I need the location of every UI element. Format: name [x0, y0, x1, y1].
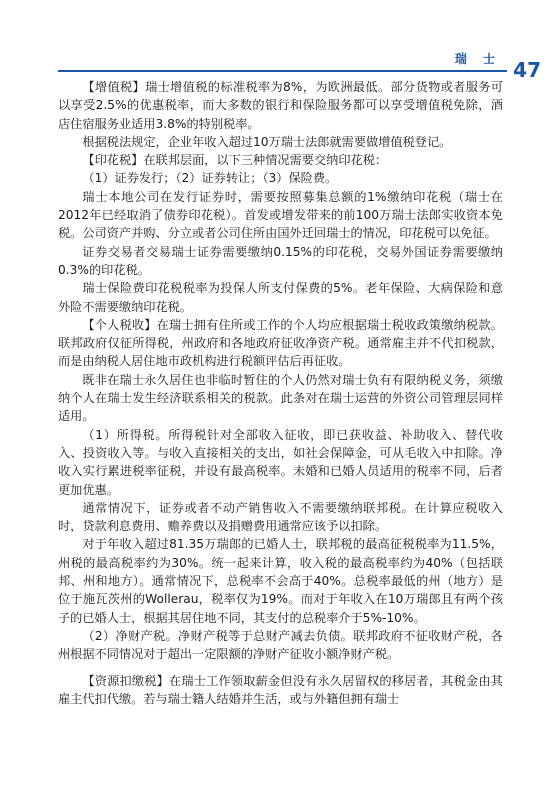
paragraph-withholding-tax: 【资源扣缴税】在瑞士工作领取薪金但没有永久居留权的移居者，其税金由其雇主代扣代缴。若与瑞士籍人结婚并生活，或与外籍但拥有瑞士: [58, 673, 503, 706]
running-header-title: 瑞 士: [454, 52, 501, 66]
paragraph-limited-liability: 既非在瑞士永久居住也非临时暂住的个人仍然对瑞士负有有限纳税义务，须缴纳个人在瑞士发生经济联系相关的税款。此条对在瑞士运营的外资公司管理层同样适用。: [58, 372, 503, 424]
paragraph-vat-registration: 根据税法规定，企业年收入超过10万瑞士法郎就需要做增值税登记。: [82, 134, 452, 149]
paragraph-income-tax: （1）所得税。所得税针对全部收入征收，即已获收益、补助收入、替代收入、投资收入等。与收入直接相关的支出，如社会保障金，可从毛收入中扣除。净收入实行累进税率征税，并设有最高税率。未婚和已婚人员适用的税率不同，后者更加优惠。: [58, 427, 503, 497]
paragraph-tax-rates: 对于年收入超过81.35万瑞郎的已婚人士，联邦税的最高征税税率为11.5%，州税的最高税率约为30%。统一起来计算，收入税的最高税率约为40%（包括联邦、州和地方）。通常情况下，总税率不会高于40%。总税率最低的州（地方）是位于施瓦茨州的Wollerau，税率仅为19%。而对于年收入在10万瑞郎且有两个孩子的已婚人士，根据其居住地不同，其支付的总税率介于5%-10%。: [58, 537, 503, 625]
paragraph-stamp-duty-cases: （1）证券发行；（2）证券转让；（3）保险费。: [82, 171, 338, 186]
page-number: 47: [513, 58, 541, 82]
paragraph-personal-tax: 【个人税收】在瑞士拥有住所或工作的个人均应根据瑞士税收政策缴纳税款。联邦政府仅征所得税，州政府和各地政府征收净资产税。通常雇主并不代扣税款，而是由纳税人居住地市政机构进行税额评估后再征收。: [58, 317, 503, 369]
page-header: [0, 0, 559, 80]
paragraph-net-wealth-tax: （2）净财产税。净财产税等于总财产减去负债。联邦政府不征收财产税，各州根据不同情况对于超出一定限额的净财产征收小额净财产税。: [58, 628, 503, 662]
paragraph-securities-issuance: 瑞士本地公司在发行证券时，需要按照募集总额的1%缴纳印花税（瑞士在2012年已经取消了债券印花税）。首发或增发带来的前100万瑞士法郎实收资本免税。公司资产并购、分立或者公司住所由国外迁回瑞士的情况，印花税可以免征。: [58, 189, 503, 241]
paragraph-securities-trading: 证券交易者交易瑞士证券需要缴纳0.15%的印花税，交易外国证券需要缴纳0.3%的印花税。: [58, 244, 503, 277]
paragraph-stamp-duty-intro: 【印花税】在联邦层面，以下三种情况需要交纳印花税：: [82, 153, 388, 168]
paragraph-vat: 【增值税】瑞士增值税的标准税率为8%，为欧洲最低。部分货物或者服务可以享受2.5%的优惠税率，而大多数的银行和保险服务都可以享受增值税免除，酒店住宿服务业适用3.8%的特别税率。: [58, 80, 503, 131]
paragraph-deductions: 通常情况下，证券或者不动产销售收入不需要缴纳联邦税。在计算应税收入时，贷款利息费用、赡养费以及捐赠费用通常应该予以扣除。: [58, 500, 503, 534]
paragraph-insurance-stamp: 瑞士保险费印花税税率为投保人所支付保费的5%。老年保险、大病保险和意外险不需要缴纳印花税。: [58, 281, 503, 314]
body-text: [58, 78, 503, 708]
header-rule: [58, 70, 507, 72]
